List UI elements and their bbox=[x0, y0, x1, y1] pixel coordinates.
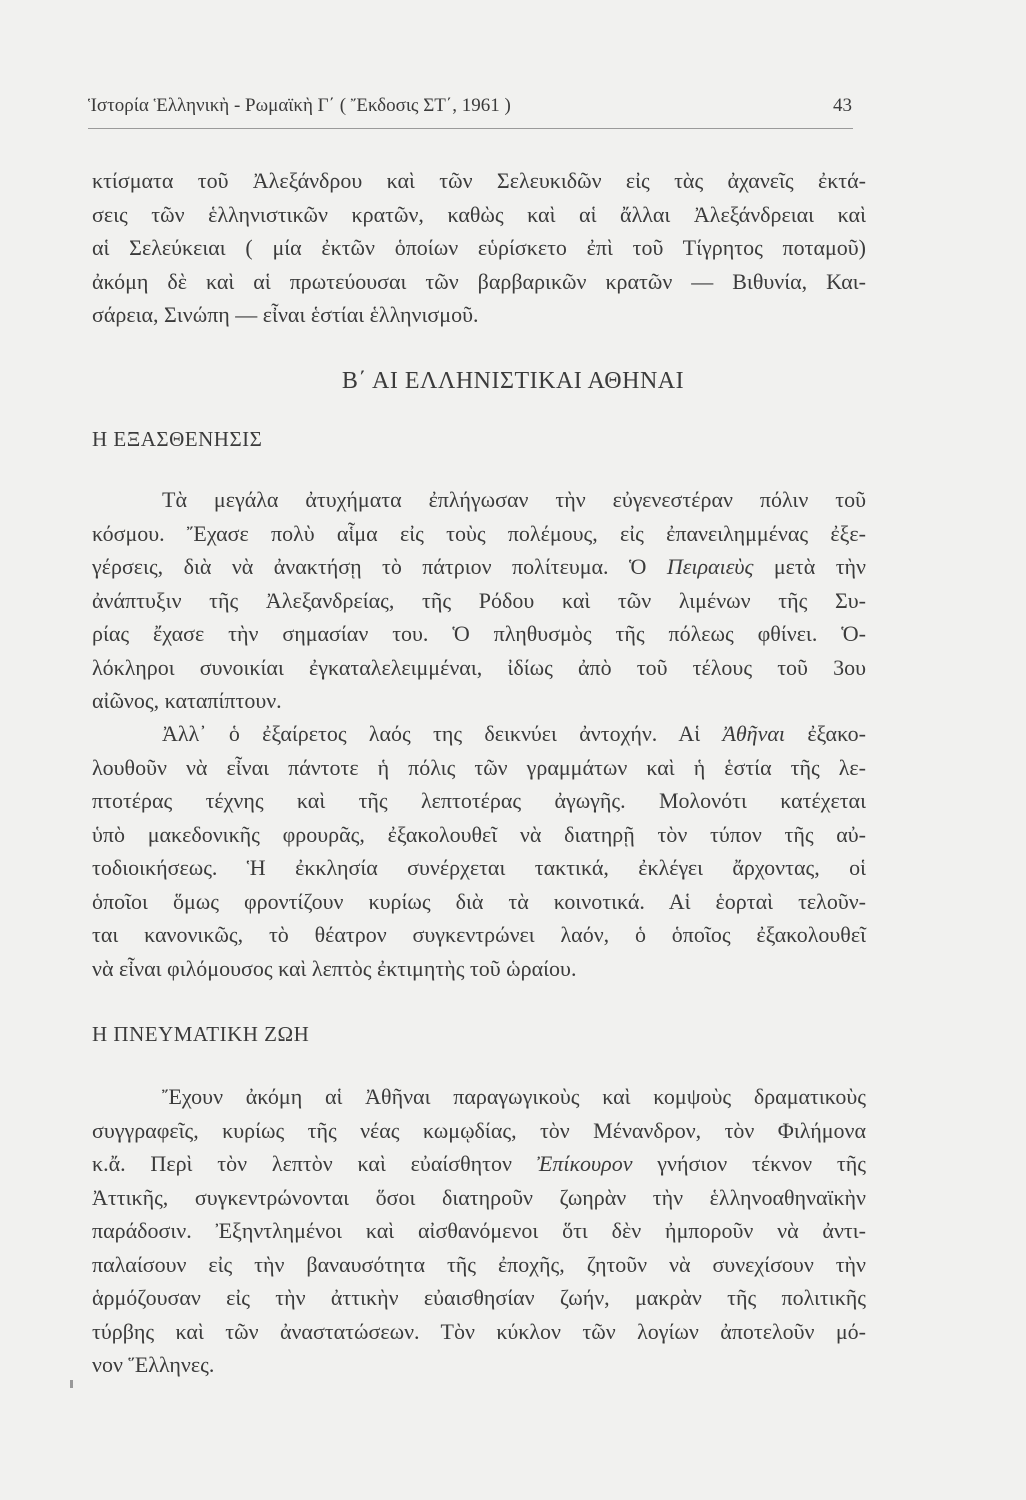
section-heading-exasthenisis: Η ΕΞΑΣΘΕΝΗΣΙΣ bbox=[92, 427, 263, 451]
paragraph-intellectual-life bbox=[92, 1080, 866, 1382]
section-heading-pnevmatiki-zoi: Η ΠΝΕΥΜΑΤΙΚΗ ΖΩΗ bbox=[92, 1022, 310, 1046]
text-line: λουθοῦν νὰ εἶναι πάντοτε ἡ πόλις τῶν γραμμάτων καὶ ἡ ἑστία τῆς λε- bbox=[92, 754, 866, 780]
text-line: ὑπὸ μακεδονικῆς φρουρᾶς, ἐξακολουθεῖ νὰ διατηρῇ τὸν τύπον τῆς αὐ- bbox=[92, 821, 866, 847]
text-segment: κ.ἄ. Περὶ τὸν λεπτὸν καὶ εὐαίσθητον bbox=[92, 1151, 537, 1176]
text-segment: γέρσεις, διὰ νὰ ἀνακτήσῃ τὸ πάτριον πολίτευμα. Ὁ bbox=[92, 554, 667, 579]
paragraph-resilience bbox=[92, 717, 866, 985]
text-line: παράδοσιν. Ἐξηντλημένοι καὶ αἰσθανόμενοι ὅτι δὲν ἠμποροῦν νὰ ἀντι- bbox=[92, 1218, 866, 1243]
text-line: Ἔχουν ἀκόμη αἱ Ἀθῆναι παραγωγικοὺς καὶ κομψοὺς δραματικοὺς bbox=[162, 1084, 866, 1109]
text-line: τοδιοικήσεως. Ἡ ἐκκλησία συνέρχεται τακτικά, ἐκλέγει ἄρχοντας, οἱ bbox=[92, 855, 866, 880]
paragraph-decline bbox=[92, 483, 866, 718]
text-line: αἰῶνος, καταπίπτουν. bbox=[92, 688, 282, 713]
text-line: αἱ Σελεύκειαι ( μία ἐκτῶν ὁποίων εὑρίσκετο ἐπὶ τοῦ Τίγρητος ποταμοῦ) bbox=[92, 235, 866, 260]
text-line: σάρεια, Σινώπη — εἶναι ἑστίαι ἑλληνισμοῦ. bbox=[92, 302, 479, 327]
page-number: 43 bbox=[833, 95, 852, 116]
text-line: ἀκόμη δὲ καὶ αἱ πρωτεύουσαι τῶν βαρβαρικῶν κρατῶν — Βιθυνία, Και- bbox=[92, 268, 866, 294]
italic-name: Ἐπίκουρον bbox=[536, 1151, 633, 1176]
header-rule bbox=[88, 128, 853, 129]
text-segment: ἐξακο- bbox=[785, 721, 866, 746]
text-line: ἁρμόζουσαν εἰς τὴν ἀττικὴν εὐαισθησίαν ζωήν, μακρὰν τῆς πολιτικῆς bbox=[92, 1285, 866, 1310]
text-segment: γνήσιον τέκνον τῆς bbox=[632, 1151, 866, 1176]
text-line: παλαίσουν εἰς τὴν βαναυσότητα τῆς ἐποχῆς, ζητοῦν νὰ συνεχίσουν τὴν bbox=[92, 1251, 866, 1277]
text-line: κόσμου. Ἔχασε πολὺ αἷμα εἰς τοὺς πολέμους, εἰς ἐπανειλημμένας ἐξε- bbox=[92, 520, 866, 546]
text-line: νὰ εἶναι φιλόμουσος καὶ λεπτὸς ἐκτιμητὴς τοῦ ὡραίου. bbox=[92, 955, 577, 981]
text-line: νον Ἕλληνες. bbox=[92, 1352, 215, 1377]
text-line: ἀνάπτυξιν τῆς Ἀλεξανδρείας, τῆς Ρόδου καὶ τῶν λιμένων τῆς Συ- bbox=[92, 587, 866, 613]
running-title: Ἱστορία Ἑλληνικὴ - Ρωμαϊκὴ Γ΄ ( Ἔκδοσις ΣΤ΄, 1961 ) bbox=[88, 95, 511, 116]
chapter-heading: Β΄ ΑΙ ΕΛΛΗΝΙΣΤΙΚΑΙ ΑΘΗΝΑΙ bbox=[341, 368, 685, 394]
text-line: κτίσματα τοῦ Ἀλεξάνδρου καὶ τῶν Σελευκιδῶν εἰς τὰς ἀχανεῖς ἐκτά- bbox=[92, 168, 866, 193]
text-line: συγγραφεῖς, κυρίως τῆς νέας κωμῳδίας, τὸν Μένανδρον, τὸν Φιλήμονα bbox=[92, 1117, 866, 1143]
text-line: Ἀττικῆς, συγκεντρώνονται ὅσοι διατηροῦν ζωηρὰν τὴν ἑλληνοαθηναϊκὴν bbox=[92, 1184, 866, 1210]
text-line: ὁποῖοι ὅμως φροντίζουν κυρίως διὰ τὰ κοινοτικά. Αἱ ἑορταὶ τελοῦν- bbox=[92, 888, 866, 914]
text-line: ται κανονικῶς, τὸ θέατρον συγκεντρώνει λαόν, ὁ ὁποῖος ἐξακολουθεῖ bbox=[92, 922, 866, 947]
scan-mark bbox=[70, 1380, 73, 1388]
text-line: πτοτέρας τέχνης καὶ τῆς λεπτοτέρας ἀγωγῆς. Μολονότι κατέχεται bbox=[92, 788, 866, 813]
text-line bbox=[92, 550, 866, 584]
italic-name: Πειραιεὺς bbox=[666, 554, 754, 579]
text-line: Τὰ μεγάλα ἀτυχήματα ἐπλήγωσαν τὴν εὐγενεστέραν πόλιν τοῦ bbox=[162, 487, 866, 512]
running-header bbox=[88, 95, 852, 117]
text-line: ρίας ἔχασε τὴν σημασίαν του. Ὁ πληθυσμὸς τῆς πόλεως φθίνει. Ὁ- bbox=[92, 621, 866, 646]
text-line: τύρβης καὶ τῶν ἀναστατώσεων. Τὸν κύκλον τῶν λογίων ἀποτελοῦν μό- bbox=[92, 1318, 866, 1344]
italic-name: Ἀθῆναι bbox=[722, 721, 786, 746]
text-line: λόκληροι συνοικίαι ἐγκαταλελειμμέναι, ἰδίως ἀπὸ τοῦ τέλους τοῦ 3ου bbox=[92, 654, 866, 680]
paragraph-continued bbox=[92, 164, 866, 332]
text-line: σεις τῶν ἑλληνιστικῶν κρατῶν, καθὼς καὶ αἱ ἄλλαι Ἀλεξάνδρειαι καὶ bbox=[92, 201, 866, 227]
text-segment: Ἀλλ᾽ ὁ ἐξαίρετος λαός της δεικνύει ἀντοχήν. Αἱ bbox=[162, 721, 723, 746]
text-line bbox=[92, 1147, 866, 1181]
text-line bbox=[92, 717, 866, 751]
text-segment: μετὰ τὴν bbox=[753, 554, 866, 579]
